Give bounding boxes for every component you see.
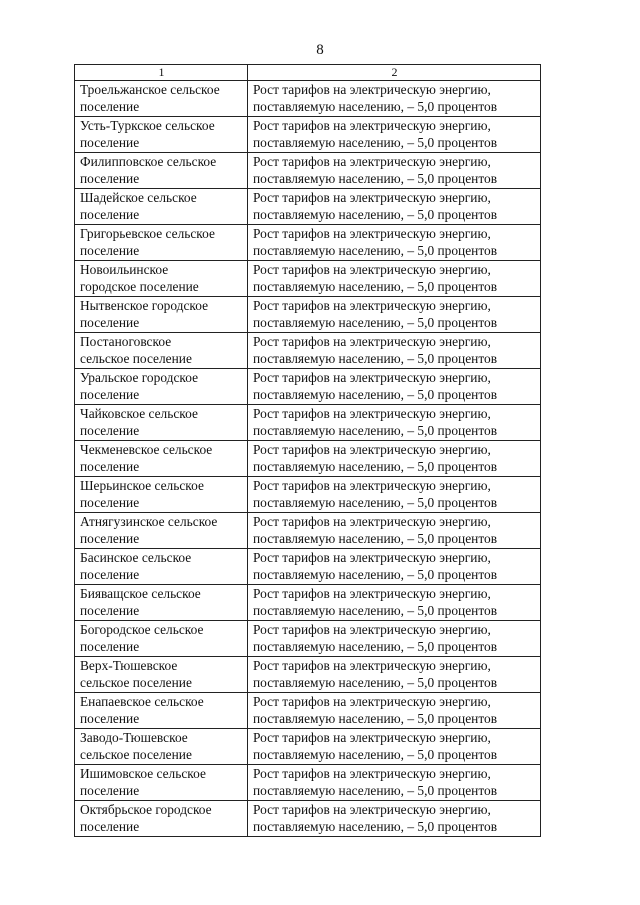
municipality-cell: Шерьинское сельское поселение: [75, 477, 248, 513]
table-body: [75, 81, 541, 837]
table-row: [75, 297, 541, 333]
measure-cell: Рост тарифов на электрическую энергию, поставляемую населению, – 5,0 процентов: [248, 657, 541, 693]
table-row: [75, 585, 541, 621]
measure-cell: Рост тарифов на электрическую энергию, поставляемую населению, – 5,0 процентов: [248, 117, 541, 153]
measure-cell: Рост тарифов на электрическую энергию, поставляемую населению, – 5,0 процентов: [248, 585, 541, 621]
measure-cell: Рост тарифов на электрическую энергию, поставляемую населению, – 5,0 процентов: [248, 801, 541, 837]
table-row: [75, 225, 541, 261]
municipality-cell: Нытвенское городское поселение: [75, 297, 248, 333]
municipality-cell: Шадейское сельское поселение: [75, 189, 248, 225]
table-row: [75, 117, 541, 153]
municipality-cell: Ишимовское сельское поселение: [75, 765, 248, 801]
table-row: [75, 621, 541, 657]
table-row: [75, 441, 541, 477]
municipality-cell: Чекменевское сельское поселение: [75, 441, 248, 477]
measure-cell: Рост тарифов на электрическую энергию, поставляемую населению, – 5,0 процентов: [248, 225, 541, 261]
column-header-2: 2: [248, 65, 541, 81]
table-row: [75, 801, 541, 837]
table-row: [75, 693, 541, 729]
measure-cell: Рост тарифов на электрическую энергию, поставляемую населению, – 5,0 процентов: [248, 81, 541, 117]
municipality-cell: Усть-Туркское сельское поселение: [75, 117, 248, 153]
municipality-cell: Басинское сельское поселение: [75, 549, 248, 585]
table-row: [75, 405, 541, 441]
column-header-1: 1: [75, 65, 248, 81]
measure-cell: Рост тарифов на электрическую энергию, поставляемую населению, – 5,0 процентов: [248, 405, 541, 441]
measure-cell: Рост тарифов на электрическую энергию, поставляемую населению, – 5,0 процентов: [248, 729, 541, 765]
municipality-cell: Атнягузинское сельское поселение: [75, 513, 248, 549]
measure-cell: Рост тарифов на электрическую энергию, поставляемую населению, – 5,0 процентов: [248, 549, 541, 585]
measure-cell: Рост тарифов на электрическую энергию, поставляемую населению, – 5,0 процентов: [248, 261, 541, 297]
tariff-table: [74, 64, 541, 837]
table-row: [75, 189, 541, 225]
measure-cell: Рост тарифов на электрическую энергию, поставляемую населению, – 5,0 процентов: [248, 189, 541, 225]
municipality-cell: Уральское городское поселение: [75, 369, 248, 405]
table-row: [75, 81, 541, 117]
municipality-cell: Заводо-Тюшевское сельское поселение: [75, 729, 248, 765]
table-row: [75, 657, 541, 693]
table-row: [75, 729, 541, 765]
municipality-cell: Филипповское сельское поселение: [75, 153, 248, 189]
municipality-cell: Богородское сельское поселение: [75, 621, 248, 657]
measure-cell: Рост тарифов на электрическую энергию, поставляемую населению, – 5,0 процентов: [248, 693, 541, 729]
measure-cell: Рост тарифов на электрическую энергию, поставляемую населению, – 5,0 процентов: [248, 765, 541, 801]
table-row: [75, 333, 541, 369]
table-row: [75, 513, 541, 549]
measure-cell: Рост тарифов на электрическую энергию, поставляемую населению, – 5,0 процентов: [248, 477, 541, 513]
table-row: [75, 153, 541, 189]
municipality-cell: Бияващское сельское поселение: [75, 585, 248, 621]
municipality-cell: Чайковское сельское поселение: [75, 405, 248, 441]
measure-cell: Рост тарифов на электрическую энергию, поставляемую населению, – 5,0 процентов: [248, 333, 541, 369]
header-row: [75, 65, 541, 81]
municipality-cell: Енапаевское сельское поселение: [75, 693, 248, 729]
measure-cell: Рост тарифов на электрическую энергию, поставляемую населению, – 5,0 процентов: [248, 441, 541, 477]
municipality-cell: Троельжанское сельское поселение: [75, 81, 248, 117]
municipality-cell: Верх-Тюшевское сельское поселение: [75, 657, 248, 693]
measure-cell: Рост тарифов на электрическую энергию, поставляемую населению, – 5,0 процентов: [248, 513, 541, 549]
table-row: [75, 261, 541, 297]
table-row: [75, 369, 541, 405]
table-row: [75, 765, 541, 801]
measure-cell: Рост тарифов на электрическую энергию, поставляемую населению, – 5,0 процентов: [248, 369, 541, 405]
table-header: [75, 65, 541, 81]
measure-cell: Рост тарифов на электрическую энергию, поставляемую населению, – 5,0 процентов: [248, 621, 541, 657]
municipality-cell: Постаноговское сельское поселение: [75, 333, 248, 369]
table-row: [75, 477, 541, 513]
page-number: 8: [316, 42, 324, 58]
municipality-cell: Октябрьское городское поселение: [75, 801, 248, 837]
municipality-cell: Григорьевское сельское поселение: [75, 225, 248, 261]
measure-cell: Рост тарифов на электрическую энергию, поставляемую населению, – 5,0 процентов: [248, 297, 541, 333]
table-row: [75, 549, 541, 585]
measure-cell: Рост тарифов на электрическую энергию, поставляемую населению, – 5,0 процентов: [248, 153, 541, 189]
municipality-cell: Новоильинское городское поселение: [75, 261, 248, 297]
